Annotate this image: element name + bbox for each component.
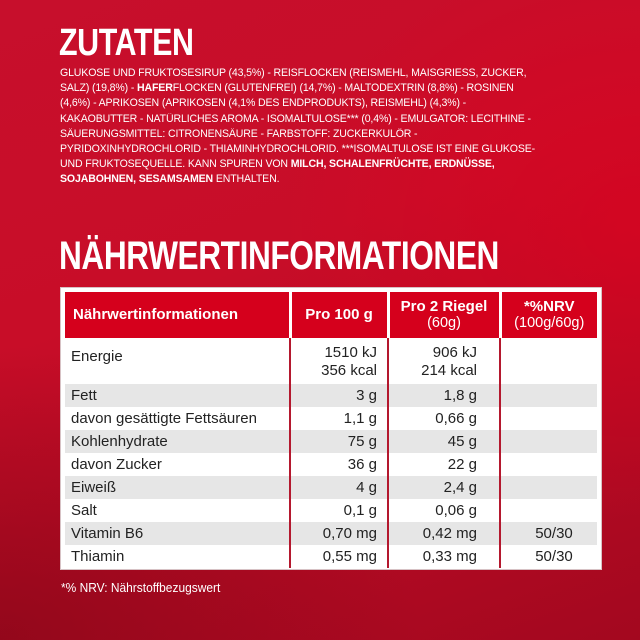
nutrient-name (65, 453, 290, 476)
value-per-2-bars-text: 0,42 mg (422, 525, 477, 542)
ingredients-line (60, 172, 556, 187)
ingredient-text: SALZ) (19,8%) - (60, 82, 138, 95)
nutrient-name (65, 545, 290, 568)
nutrition-title: NÄHRWERTINFORMATIONEN (59, 234, 499, 278)
table-row (65, 338, 597, 384)
value-per-2-bars-text: 0,66 g (435, 410, 477, 427)
nutrient-name-text: Salt (71, 502, 97, 519)
value-per-100g (290, 476, 388, 499)
nutrient-name (65, 384, 290, 407)
value-nrv (500, 453, 597, 476)
value-per-100g-text: 0,55 mg (322, 548, 377, 565)
nutrient-name-text: Thiamin (71, 548, 125, 565)
value-per-100g-text: 3 g (356, 387, 377, 404)
nutrient-name-text: davon Zucker (71, 456, 162, 473)
value-per-2-bars-text: 22 g (447, 456, 477, 473)
value-nrv (500, 499, 597, 522)
table-header-row (65, 292, 597, 338)
table-row (65, 476, 597, 499)
nutrient-name-text: Fett (71, 387, 97, 404)
value-per-100g (290, 522, 388, 545)
nutrition-table (65, 292, 597, 568)
value-per-100g (290, 430, 388, 453)
ingredients-title: ZUTATEN (59, 22, 194, 64)
ingredients-line (60, 127, 556, 142)
value-per-100g-text: 0,70 mg (322, 525, 377, 542)
header-per-100g: Pro 100 g (290, 292, 388, 338)
ingredient-text: UND FRUKTOSEQUELLE. KANN SPUREN VON (60, 158, 291, 171)
table-row (65, 499, 597, 522)
value-per-2-bars-text: 214 kcal (421, 362, 477, 379)
ingredient-text: PYRIDOXINHYDROCHLORID - THIAMINHYDROCHLORID. ***ISOMALTULOSE IST EINE GLUKOSE- (60, 143, 536, 156)
header-per-2-bars: Pro 2 Riegel (60g) (388, 292, 500, 338)
value-nrv (500, 338, 597, 384)
value-nrv (500, 384, 597, 407)
value-per-2-bars (388, 476, 500, 499)
value-per-2-bars-text: 0,33 mg (422, 548, 477, 565)
header-nrv: *%NRV (100g/60g) (500, 292, 597, 338)
value-nrv-text: 50/30 (535, 548, 573, 565)
ingredients-line (60, 66, 556, 81)
value-nrv (500, 522, 597, 545)
ingredient-text: GLUKOSE UND FRUKTOSESIRUP (43,5%) - REISFLOCKEN (REISMEHL, MAISGRIESS, ZUCKER, (60, 67, 527, 79)
table-row (65, 453, 597, 476)
nutrient-name-text: Eiweiß (71, 479, 117, 496)
ingredient-text: (4,6%) - APRIKOSEN (APRIKOSEN (4,1% DES ENDPRODUKTS), REISMEHL) (4,3%) - (60, 97, 467, 110)
nutrient-name (65, 476, 290, 499)
value-per-2-bars (388, 453, 500, 476)
value-nrv (500, 476, 597, 499)
value-per-2-bars-text: 45 g (447, 433, 477, 450)
table-row (65, 522, 597, 545)
nutrient-name-text: Energie (71, 348, 123, 365)
allergen-text: HAFER (137, 82, 173, 95)
value-per-2-bars (388, 430, 500, 453)
value-per-100g-text: 0,1 g (343, 502, 377, 519)
value-per-100g-text: 1,1 g (343, 410, 377, 427)
value-per-100g (290, 407, 388, 430)
value-per-100g-text: 1510 kJ (324, 344, 377, 361)
nutrition-table-frame (60, 287, 602, 570)
ingredients-line (60, 112, 556, 127)
value-per-2-bars (388, 499, 500, 522)
value-per-2-bars (388, 407, 500, 430)
ingredients-line (60, 157, 556, 172)
value-per-100g-text: 356 kcal (321, 362, 377, 379)
value-per-2-bars (388, 338, 500, 384)
table-row (65, 384, 597, 407)
value-per-100g (290, 453, 388, 476)
table-row (65, 545, 597, 568)
value-per-100g-text: 75 g (347, 433, 377, 450)
nutrient-name (65, 499, 290, 522)
ingredients-line (60, 142, 556, 157)
allergen-text: MILCH, SCHALENFRÜCHTE, ERDNÜSSE, (290, 158, 495, 171)
nutrient-name (65, 430, 290, 453)
value-nrv (500, 430, 597, 453)
value-nrv (500, 545, 597, 568)
value-per-100g (290, 545, 388, 568)
ingredient-text: ENTHALTEN. (213, 173, 280, 186)
table-row (65, 430, 597, 453)
value-per-100g (290, 338, 388, 384)
ingredient-text: SÄUERUNGSMITTEL: CITRONENSÄURE - FARBSTOFF: ZUCKERKULÖR - (60, 127, 418, 140)
value-per-2-bars (388, 522, 500, 545)
nutrient-name-text: Kohlenhydrate (71, 433, 168, 450)
value-per-100g-text: 36 g (347, 456, 377, 473)
nutrient-name-text: Vitamin B6 (71, 525, 144, 542)
allergen-text: SOJABOHNEN, SESAMSAMEN (60, 173, 214, 186)
ingredients-text (60, 66, 590, 188)
nutrient-name (65, 338, 290, 384)
value-per-2-bars-text: 1,8 g (443, 387, 477, 404)
value-per-100g (290, 499, 388, 522)
ingredients-line (60, 81, 556, 96)
value-nrv-text: 50/30 (535, 525, 573, 542)
value-per-100g-text: 4 g (356, 479, 377, 496)
value-per-100g (290, 384, 388, 407)
ingredient-text: KAKAOBUTTER - NATÜRLICHES AROMA - ISOMALTULOSE*** (0,4%) - EMULGATOR: LECITHINE - (60, 112, 531, 125)
value-per-2-bars (388, 384, 500, 407)
value-per-2-bars (388, 545, 500, 568)
value-nrv (500, 407, 597, 430)
value-per-2-bars-text: 906 kJ (432, 344, 477, 361)
ingredients-line (60, 96, 556, 111)
table-row (65, 407, 597, 430)
value-per-2-bars-text: 0,06 g (435, 502, 477, 519)
ingredient-text: FLOCKEN (GLUTENFREI) (14,7%) - MALTODEXTRIN (8,8%) - ROSINEN (172, 82, 514, 95)
header-nutrient: Nährwertinformationen (65, 292, 290, 338)
nrv-footnote: *% NRV: Nährstoffbezugswert (61, 580, 221, 595)
nutrient-name-text: davon gesättigte Fettsäuren (71, 410, 257, 427)
nutrient-name (65, 407, 290, 430)
value-per-2-bars-text: 2,4 g (443, 479, 477, 496)
nutrient-name (65, 522, 290, 545)
